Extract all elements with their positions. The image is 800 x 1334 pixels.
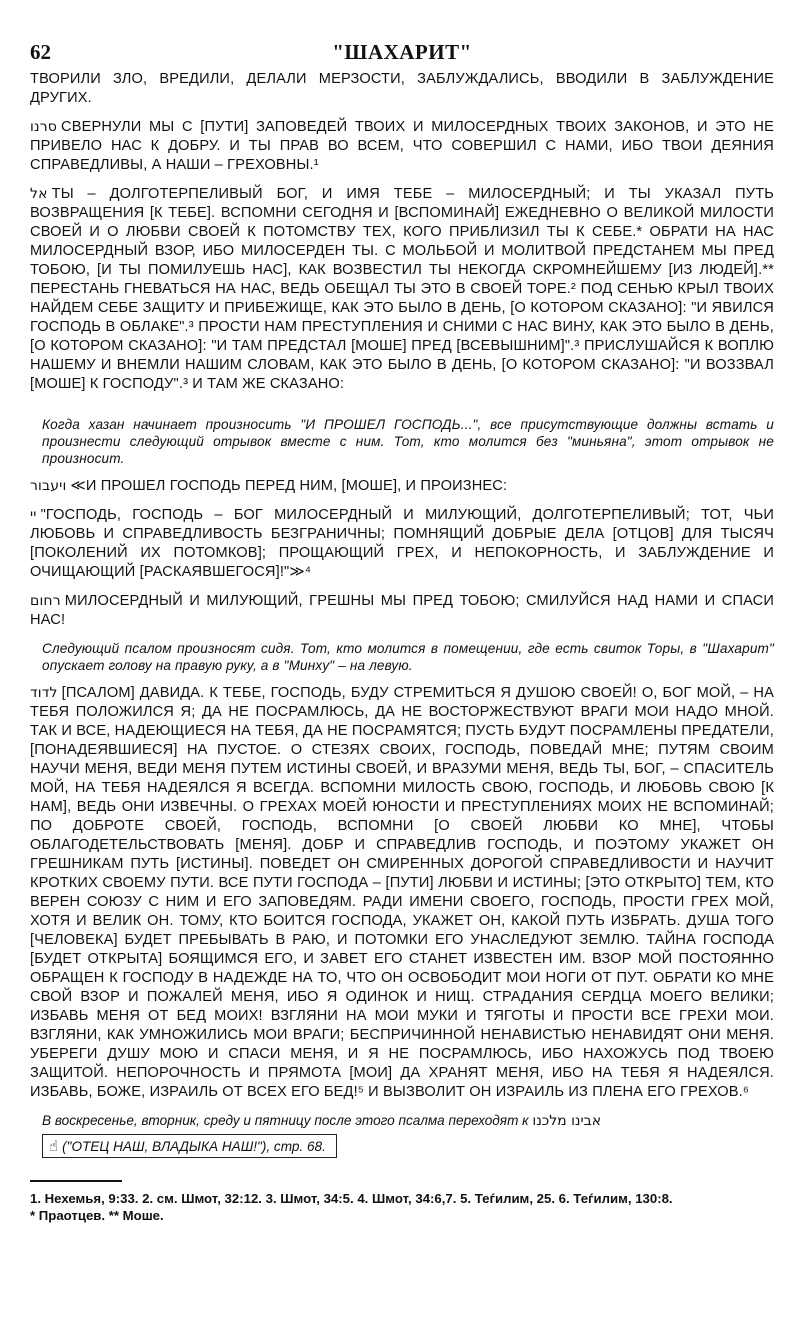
paragraph-text: СВЕРНУЛИ МЫ С [ПУТИ] ЗАПОВЕДЕЙ ТВОИХ И МИЛОСЕРДНЫХ ТВОИХ ЗАКОНОВ, И ЭТО НЕ ПРИВЕЛО НАС К ДОБРУ. И ТЫ ПРАВ ВО ВСЕМ, ЧТО СОВЕРШИЛ С НАМИ, ИБО ТВОИ ДЕЯНИЯ СПРАВЕДЛИВЫ, А НАШИ – ГРЕХОВНЫ.¹ (30, 119, 774, 173)
footnote-line: * Праотцев. ** Моше. (30, 1208, 164, 1223)
hebrew-keyword: אל (30, 186, 48, 202)
footnotes (30, 1190, 774, 1224)
page-number: 62 (30, 40, 51, 64)
paragraph-2 (30, 118, 774, 175)
paragraph-text: ≪И ПРОШЕЛ ГОСПОДЬ ПЕРЕД НИМ, [МОШЕ], И ПРОИЗНЕС: (70, 478, 508, 494)
pointing-hand-icon: ☝ (49, 1138, 59, 1155)
page-reference-text: ("ОТЕЦ НАШ, ВЛАДЫКА НАШ!"), стр. 68. (62, 1139, 326, 1154)
paragraph-text: МИЛОСЕРДНЫЙ И МИЛУЮЩИЙ, ГРЕШНЫ МЫ ПРЕД ТОБОЮ; СМИЛУЙСЯ НАД НАМИ И СПАСИ НАС! (30, 593, 774, 628)
paragraph-6 (30, 592, 774, 630)
hebrew-keyword: לדוד (30, 685, 58, 701)
final-instruction (42, 1112, 774, 1130)
footnote-line: 1. Нехемья, 9:33. 2. см. Шмот, 32:12. 3. Шмот, 34:5. 4. Шмот, 34:6,7. 5. Теѓилим, 25. 6. Теѓилим, 130:8. (30, 1191, 673, 1206)
prayer-text (30, 70, 774, 1102)
paragraph-text: ТЫ – ДОЛГОТЕРПЕЛИВЫЙ БОГ, И ИМЯ ТЕБЕ – МИЛОСЕРДНЫЙ; И ТЫ УКАЗАЛ ПУТЬ ВОЗВРАЩЕНИЯ [К ТЕБЕ]. ВСПОМНИ СЕГОДНЯ И [ВСПОМИНАЙ] ЕЖЕДНЕВНО О ВЕЛИКОЙ МИЛОСТИ СВОЕЙ И О ЛЮБВИ СВОЕЙ К ПОТОМСТВУ ТЕХ, КОГО ПРИБЛИЗИЛ ТЫ К СЕБЕ.* ОБРАТИ НА НАС МИЛОСЕРДНЫЙ ВЗОР, ИБО МИЛОСЕРДЕН ТЫ. С МОЛЬБОЙ И МОЛИТВОЙ ПРЕДСТАНЕМ МЫ ПРЕД ТОБОЮ, [И ТЫ ПОМИЛУЕШЬ НАС], КАК ВОЗВЕСТИЛ ТЫ НЕКОГДА СКРОМНЕЙШЕМУ [ИЗ ЛЮДЕЙ].** ПЕРЕСТАНЬ ГНЕВАТЬСЯ НА НАС, ВЕДЬ ОБЕЩАЛ ТЫ ЭТО В СВОЕЙ ТОРЕ.² ПОД СЕНЬЮ КРЫЛ ТВОИХ НАЙДЕМ СЕБЕ ЗАЩИТУ И ПРИБЕЖИЩЕ, КАК ЭТО БЫЛО В ДЕНЬ, [О КОТОРОМ СКАЗАНО]: "И ЯВИЛСЯ ГОСПОДЬ В ОБЛАКЕ".³ ПРОСТИ НАМ ПРЕСТУПЛЕНИЯ И СНИМИ С НАС ВИНУ, КАК ЭТО БЫЛО В ДЕНЬ, [О КОТОРОМ СКАЗАНО]: "И ТАМ ПРЕДСТАЛ [МОШЕ] ПРЕД [ВСЕВЫШНИМ]".³ ПРИСЛУШАЙСЯ К ВОПЛЮ НАШЕМУ И ВНЕМЛИ НАШИМ СЛОВАМ, КАК ЭТО БЫЛО В ДЕНЬ, [О КОТОРОМ СКАЗАНО]: "И ВОЗЗВАЛ [МОШЕ] К ГОСПОДУ".³ И ТАМ ЖЕ СКАЗАНО: (30, 186, 774, 392)
hebrew-keyword: רחום (30, 593, 61, 609)
psalm-paragraph (30, 684, 774, 1102)
running-title: "ШАХАРИТ" (332, 40, 472, 64)
paragraph-5 (30, 506, 774, 582)
paragraph-1: ТВОРИЛИ ЗЛО, ВРЕДИЛИ, ДЕЛАЛИ МЕРЗОСТИ, ЗАБЛУЖДАЛИСЬ, ВВОДИЛИ В ЗАБЛУЖДЕНИЕ ДРУГИХ. (30, 71, 774, 106)
paragraph-3 (30, 185, 774, 394)
footnote-divider (30, 1180, 122, 1182)
instruction-note: Следующий псалом произносят сидя. Тот, кто молится в помещении, где есть свиток Торы, в "Шахарит" опускает голову на правую руку, а в "Минху" – на левую. (42, 641, 774, 673)
paragraph-4 (30, 477, 774, 496)
hebrew-keyword: יי (30, 507, 37, 523)
final-instruction-text: В воскресенье, вторник, среду и пятницу после этого псалма переходят к (42, 1113, 529, 1128)
page-reference-box[interactable] (42, 1134, 337, 1158)
instruction-note: Когда хазан начинает произносить "И ПРОШЕЛ ГОСПОДЬ...", все присутствующие должны встать и произнести следующий отрывок вместе с ним. Тот, кто молится без "миньяна", этот отрывок не произносит. (42, 417, 774, 466)
paragraph-text: [ПСАЛОМ] ДАВИДА. К ТЕБЕ, ГОСПОДЬ, БУДУ СТРЕМИТЬСЯ Я ДУШОЮ СВОЕЙ! О, БОГ МОЙ, – НА ТЕБЯ ПОЛОЖИЛСЯ Я; ДА НЕ ПОСРАМЛЮСЬ, ДА НЕ ВОСТОРЖЕСТВУЮТ ВРАГИ МОИ НАДО МНОЙ. ТАК И ВСЕ, НАДЕЮЩИЕСЯ НА ТЕБЯ, ДА НЕ ПОСРАМЯТСЯ; ПУСТЬ БУДУТ ПОСРАМЛЕНЫ ПРЕДАТЕЛИ, [ПОНАДЕЯВШИЕСЯ] НА ПУСТОЕ. О СТЕЗЯХ СВОИХ, ГОСПОДЬ, ПОВЕДАЙ МНЕ; ПУТЯМ СВОИМ НАУЧИ МЕНЯ, ВЕДИ МЕНЯ ПУТЕМ ИСТИНЫ СВОЕЙ, И ВРАЗУМИ МЕНЯ, ВЕДЬ ТЫ, БОГ, – СПАСИТЕЛЬ МОЙ, НА ТЕБЯ НАДЕЯЛСЯ Я ВСЕГДА. ВСПОМНИ МИЛОСТЬ СВОЮ, ГОСПОДЬ, И ЛЮБОВЬ СВОЮ [К НАМ], ВЕДЬ ОНИ ИЗВЕЧНЫ. О ГРЕХАХ МОЕЙ ЮНОСТИ И ПРЕСТУПЛЕНИЯХ МОИХ НЕ ВСПОМИНАЙ; ПО ДОБРОТЕ СВОЕЙ, ГОСПОДЬ, ВСПОМНИ [О СВОЕЙ ЛЮБВИ КО МНЕ], ЧТОБЫ ОБЛАГОДЕТЕЛЬСТВОВАТЬ [МЕНЯ]. ДОБР И СПРАВЕДЛИВ ГОСПОДЬ, И ПОЭТОМУ УКАЖЕТ ОН ГРЕШНИКАМ ПУТЬ [ИСТИНЫ]. ПОВЕДЕТ ОН СМИРЕННЫХ ДОРОГОЙ СПРАВЕДЛИВОСТИ И НАУЧИТ КРОТКИХ СВОЕМУ ПУТИ. ВСЕ ПУТИ ГОСПОДА – [ПУТИ] ЛЮБВИ И ИСТИНЫ; [ЭТО ОТКРЫТО] ТЕМ, КТО ВЕРЕН СОЮЗУ С НИМ И ЕГО ЗАПОВЕДЯМ. РАДИ ИМЕНИ СВОЕГО, ГОСПОДЬ, ПРОСТИ ГРЕХ МОЙ, ХОТЯ И ВЕЛИК ОН. ТОМУ, КТО БОИТСЯ ГОСПОДА, УКАЖЕТ ОН, КАКОЙ ПУТЬ ИЗБРАТЬ. ДУША ТОГО [ЧЕЛОВЕКА] БУДЕТ ПРЕБЫВАТЬ В РАЮ, И ПОТОМКИ ЕГО УНАСЛЕДУЮТ ЗЕМЛЮ. ТАЙНА ГОСПОДА [БУДЕТ ОТКРЫТА] БОЯЩИМСЯ ЕГО, И ЗАВЕТ ЕГО СТАНЕТ ИЗВЕСТЕН ИМ. ВЗОР МОЙ ПОСТОЯННО ОБРАЩЕН К ГОСПОДУ В НАДЕЖДЕ НА ТО, ЧТО ОН ОСВОБОДИТ МОИ НОГИ ОТ ПУТ. ОБРАТИ КО МНЕ СВОЙ ВЗОР И ПОЖАЛЕЙ МЕНЯ, ИБО Я ОДИНОК И НИЩ. СТРАДАНИЯ СЕРДЦА МОЕГО ВЕЛИКИ; ИЗБАВЬ МЕНЯ ОТ БЕД МОИХ! ВЗГЛЯНИ НА МОИ МУКИ И ТЯГОТЫ И ПРОСТИ ВСЕ ГРЕХИ МОИ. ВЗГЛЯНИ, КАК УМНОЖИЛИСЬ МОИ ВРАГИ; БЕСПРИЧИННОЙ НЕНАВИСТЬЮ НЕНАВИДЯТ ОНИ МЕНЯ. УБЕРЕГИ ДУШУ МОЮ И СПАСИ МЕНЯ, И Я НЕ ПОСРАМЛЮСЬ, ИБО НАХОЖУСЬ ПОД ТВОЕЮ ЗАЩИТОЙ. НЕПОРОЧНОСТЬ И ПРЯМОТА [МОИ] ДА ХРАНЯТ МЕНЯ, ИБО НА ТЕБЯ Я НАДЕЯЛСЯ. ИЗБАВЬ, БОЖЕ, ИЗРАИЛЬ ОТ ВСЕХ ЕГО БЕД!⁵ И ВЫЗВОЛИТ ОН ИЗРАИЛЬ ИЗ ПЛЕНА ЕГО ГРЕХОВ.⁶ (30, 685, 774, 1100)
paragraph-text: "ГОСПОДЬ, ГОСПОДЬ – БОГ МИЛОСЕРДНЫЙ И МИЛУЮЩИЙ, ДОЛГОТЕРПЕЛИВЫЙ; ТОТ, ЧЬИ ЛЮБОВЬ И СПРАВЕДЛИВОСТЬ БЕЗГРАНИЧНЫ; ПОМНЯЩИЙ ДОБРЫЕ ДЕЛА [ОТЦОВ] ДЛЯ ТЫСЯЧ [ПОКОЛЕНИЙ ИХ ПОТОМКОВ]; ПРОЩАЮЩИЙ ГРЕХ, И НЕПОКОРНОСТЬ, И ЗАБЛУЖДЕНИЕ И ОЧИЩАЮЩИЙ [РАСКАЯВШЕГОСЯ]!"≫⁴ (30, 507, 774, 580)
page-header (30, 40, 774, 70)
hebrew-keyword: ויעבור (30, 478, 67, 494)
hebrew-keyword: סרנו (30, 119, 58, 135)
hebrew-keyword: אבינו מלכנו (532, 1113, 602, 1129)
